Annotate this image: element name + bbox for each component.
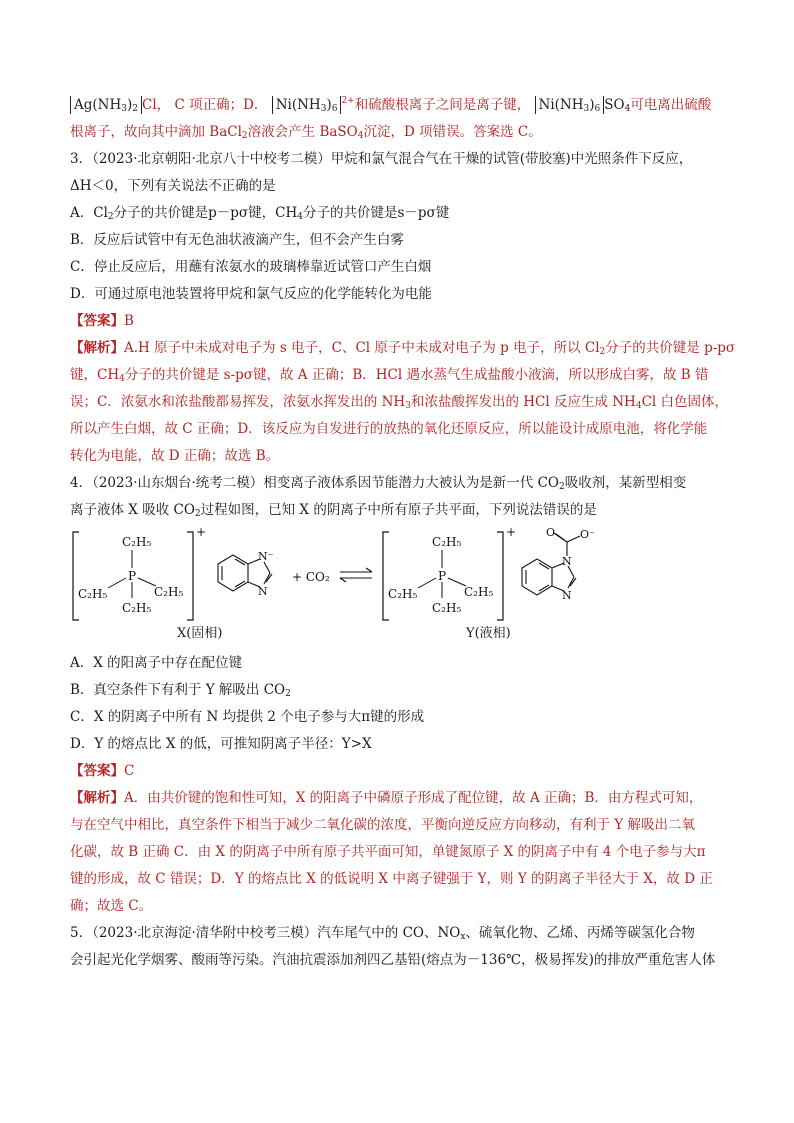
x-ethyl-top: C₂H₅ bbox=[122, 535, 152, 549]
x-ethyl-left: C₂H₅ bbox=[78, 587, 108, 601]
question-4-analysis-4: 键的形成，故 C 错误；D．Y 的熔点比 X 的低说明 X 中离子键强于 Y，则 Y 的阴离子半径大于 X，故 D 正 bbox=[70, 871, 713, 887]
question-3-answer bbox=[70, 308, 730, 335]
figure-label-y: Y(液相) bbox=[466, 626, 511, 641]
question-5-stem-cont: 会引起光化学烟雾、酸雨等污染。汽油抗震添加剂四乙基铅(熔点为－136℃，极易挥发)的排放严重危害人体 bbox=[70, 952, 716, 968]
y-ethyl-bottom: C₂H₅ bbox=[432, 601, 462, 615]
question-3-option-b: B．反应后试管中有无色油状液滴产生，但不会产生白雾 bbox=[70, 232, 404, 248]
question-3-option-d: D．可通过原电池装置将甲烷和氯气反应的化学能转化为电能 bbox=[70, 286, 432, 302]
question-4-option-c: C．X 的阴离子中所有 N 均提供 2 个电子参与大π键的形成 bbox=[70, 709, 425, 725]
y-anion-o-minus: O⁻ bbox=[580, 528, 595, 541]
y-cation-charge: + bbox=[506, 526, 517, 539]
question-4-analysis-5: 确；故选 C。 bbox=[70, 898, 153, 914]
question-3-analysis-4: 所以产生白烟，故 C 正确；D．该反应为自发进行的放热的氧化还原反应，所以能设计成原电池，将化学能 bbox=[70, 421, 708, 437]
question-3-option-c: C．停止反应后，用蘸有浓氨水的玻璃棒靠近试管口产生白烟 bbox=[70, 259, 432, 275]
question-3-analysis-3: 误；C．浓氨水和浓盐酸都易挥发，浓氨水挥发出的 $NH_3$和浓盐酸挥发出的 HCl 反应生成 $NH_4Cl$ 白色固体， bbox=[70, 394, 729, 411]
document-page bbox=[70, 92, 736, 974]
x-ethyl-bottom: C₂H₅ bbox=[122, 601, 152, 615]
question-4-analysis-3: 化碳，故 B 正确 C．由 X 的阴离子中所有原子共平面可知，单键氮原子 X 的阴离子中有 4 个电子参与大π bbox=[70, 844, 706, 860]
question-4-stem: 4．（2023·山东烟台·统考二模）相变离子液体系因节能潜力大被认为是新一代 $CO_2$吸收剂，某新型相变 bbox=[70, 475, 687, 492]
equilibrium-arrow bbox=[340, 568, 372, 582]
answer-value: B bbox=[124, 313, 134, 329]
complex-formula-ni: $Ni(NH_3)_6$ bbox=[272, 96, 342, 114]
question-4-answer bbox=[70, 758, 730, 785]
question-3-analysis-2: 键，$CH_4$分子的共价键是 s-pσ键，故 A 正确；B．HCl 遇水蒸气生成盐酸小液滴，所以形成白雾，故 B 错 bbox=[70, 367, 709, 384]
x-anion-n-minus: N⁻ bbox=[258, 550, 274, 563]
analysis-tag: 【解析】 bbox=[70, 340, 124, 356]
complex-formula-ni-2: $Ni(NH_3)_6$ bbox=[535, 96, 605, 114]
y-ethyl-top: C₂H₅ bbox=[432, 535, 462, 549]
question-4-analysis-2: 与在空气中相比，真空条件下相当于减少二氧化碳的浓度，平衡向逆反应方向移动，有利于 Y 解吸出二氧 bbox=[70, 817, 695, 833]
analysis-tag: 【解析】 bbox=[70, 790, 124, 806]
question-3-analysis-1: 【解析】A.H 原子中未成对电子为 s 电子，C、Cl 原子中未成对电子为 p 电子，所以 $Cl_2$分子的共价键是 p-pσ bbox=[70, 340, 736, 357]
question-4-stem-cont: 离子液体 X 吸收 $CO_2$过程如图，已知 X 的阴离子中所有原子共平面，下列说法错误的是 bbox=[70, 502, 597, 519]
question-3-analysis-5: 转化为电能，故 D 正确；故选 B。 bbox=[70, 448, 280, 464]
question-4-option-a: A．X 的阳离子中存在配位键 bbox=[70, 655, 243, 671]
answer-tag: 【答案】 bbox=[70, 313, 124, 329]
analysis-continued-line-1: $Ag(NH_3)_2$ Cl， C 项正确；D． $Ni(NH_3)_6^{2+}$和硫酸根离子之间是离子键， $Ni(NH_3)_6$ $SO_4$可电离出硫酸 bbox=[70, 92, 730, 119]
reaction-scheme-figure bbox=[70, 526, 730, 648]
answer-value: C bbox=[124, 763, 135, 779]
question-3-stem-cont: ΔH＜0，下列有关说法不正确的是 bbox=[70, 178, 276, 194]
complex-formula-ag: $Ag(NH_3)_2$ bbox=[70, 96, 142, 114]
x-anion-n: N bbox=[258, 585, 268, 598]
y-anion-o: O bbox=[546, 526, 556, 539]
y-anion-n: N bbox=[562, 555, 572, 568]
question-4-option-b: B．真空条件下有利于 Y 解吸出 $CO_2$ bbox=[70, 682, 291, 699]
y-ethyl-left: C₂H₅ bbox=[388, 587, 418, 601]
question-5-stem: 5．（2023·北京海淀·清华附中校考三模）汽车尾气中的 CO、$NO_x$、硫氧化物、乙烯、丙烯等碳氢化合物 bbox=[70, 925, 695, 942]
question-4-analysis-1: 【解析】A．由共价键的饱和性可知，X 的阳离子中磷原子形成了配位键，故 A 正确；B．由方程式可知， bbox=[70, 790, 703, 806]
reagent-co2: + CO₂ bbox=[292, 570, 330, 584]
y-anion-n-2: N bbox=[562, 589, 572, 602]
analysis-continued-line-2: 根离子，故向其中滴加 BaCl$_2$溶液会产生 BaSO$_4$沉淀，D 项错误。答案选 C。 bbox=[70, 124, 542, 141]
y-phosphorus: P bbox=[438, 569, 447, 583]
y-ethyl-right: C₂H₅ bbox=[464, 585, 494, 599]
question-3-option-a: A．$Cl_2$分子的共价键是p－pσ键，$CH_4$分子的共价键是s－pσ键 bbox=[70, 205, 450, 222]
question-3-stem: 3．（2023·北京朝阳·北京八十中校考二模）甲烷和氯气混合气在干燥的试管(带胶塞)中光照条件下反应， bbox=[70, 151, 693, 167]
x-phosphorus: P bbox=[128, 569, 137, 583]
answer-tag: 【答案】 bbox=[70, 763, 124, 779]
x-ethyl-right: C₂H₅ bbox=[154, 585, 184, 599]
question-4-option-d: D．Y 的熔点比 X 的低，可推知阴离子半径：Y>X bbox=[70, 736, 372, 752]
x-cation-charge: + bbox=[196, 526, 207, 539]
figure-label-x: X(固相) bbox=[177, 626, 223, 641]
